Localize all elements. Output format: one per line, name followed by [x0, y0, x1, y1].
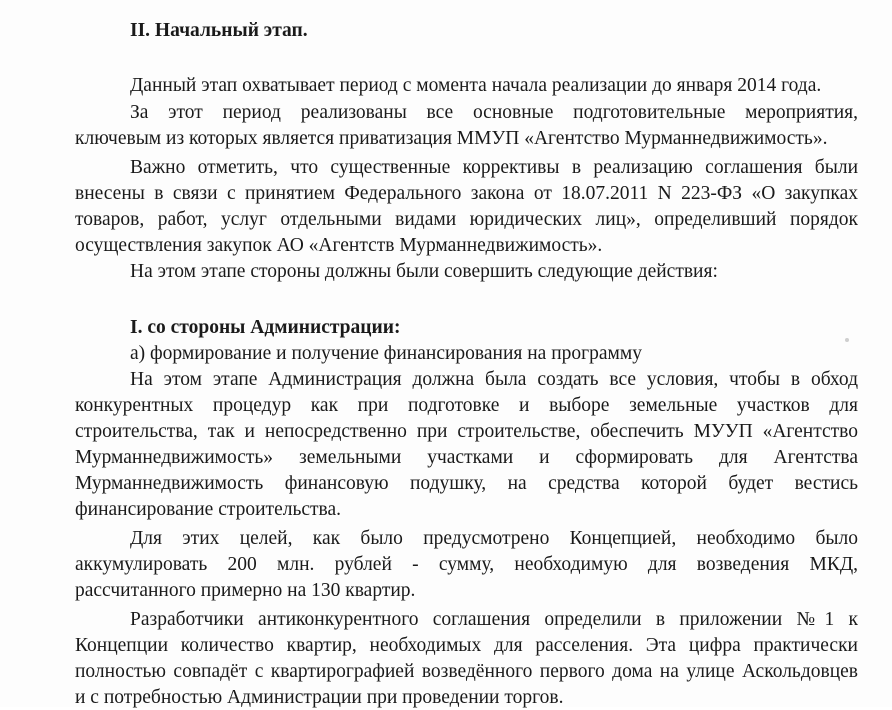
paragraph-line: Разработчики антиконкурентного соглашения определили в приложении №1 к	[130, 609, 858, 630]
paragraph-line: строительства, так и непосредственно при строительстве, обеспечить МУУП «Агентство	[75, 421, 858, 442]
paragraph-line: осуществления закупок АО «Агентств Мурманнедвижимость».	[75, 235, 603, 256]
paragraph-line: внесены в связи с принятием Федерального закона от 18.07.2011 N 223-ФЗ «О закупках	[75, 183, 858, 204]
paragraph-line: Мурманнедвижимость» земельными участками и сформировать для Агентства	[75, 447, 858, 468]
section-heading: II. Начальный этап.	[130, 20, 308, 41]
paragraph-line: На этом этапе Администрация должна была создать все условия, чтобы в обход	[130, 369, 858, 390]
paragraph-line: товаров, работ, услуг отдельными видами юридических лиц», определивший порядок	[75, 209, 858, 230]
paragraph-line: аккумулировать 200 млн. рублей - сумму, необходимую для возведения МКД,	[75, 554, 858, 575]
paragraph-line: За этот период реализованы все основные подготовительные мероприятия,	[130, 102, 858, 123]
paragraph-line: полностью совпадёт с квартирографией возведённого первого дома на улице Аскольдовцев	[75, 661, 858, 682]
paragraph-line: Для этих целей, как было предусмотрено Концепцией, необходимо было	[130, 528, 858, 549]
paragraph-line: рассчитанного примерно на 130 квартир.	[75, 580, 416, 601]
list-item: а) формирование и получение финансирования на программу	[130, 343, 642, 364]
scan-speck	[845, 338, 849, 342]
paragraph-line: Концепции количество квартир, необходимых для расселения. Эта цифра практически	[75, 635, 858, 656]
paragraph-line: Мурманнедвижимость финансовую подушку, на средства которой будет вестись	[75, 473, 858, 494]
paragraph-line: Важно отметить, что существенные коррективы в реализацию соглашения были	[130, 157, 858, 178]
subsection-heading: I. со стороны Администрации:	[130, 317, 401, 338]
paragraph-line: На этом этапе стороны должны были совершить следующие действия:	[130, 261, 718, 282]
paragraph-line: финансирование строительства.	[75, 499, 342, 520]
paragraph-line: Данный этап охватывает период с момента начала реализации до января 2014 года.	[130, 75, 822, 96]
paragraph-line: и с потребностью Администрации при проведении торгов.	[75, 687, 564, 708]
paragraph-line: ключевым из которых является приватизация ММУП «Агентство Мурманнедвижимость».	[75, 128, 828, 149]
paragraph-line: конкурентных процедур как при подготовке и выборе земельные участков для	[75, 395, 858, 416]
